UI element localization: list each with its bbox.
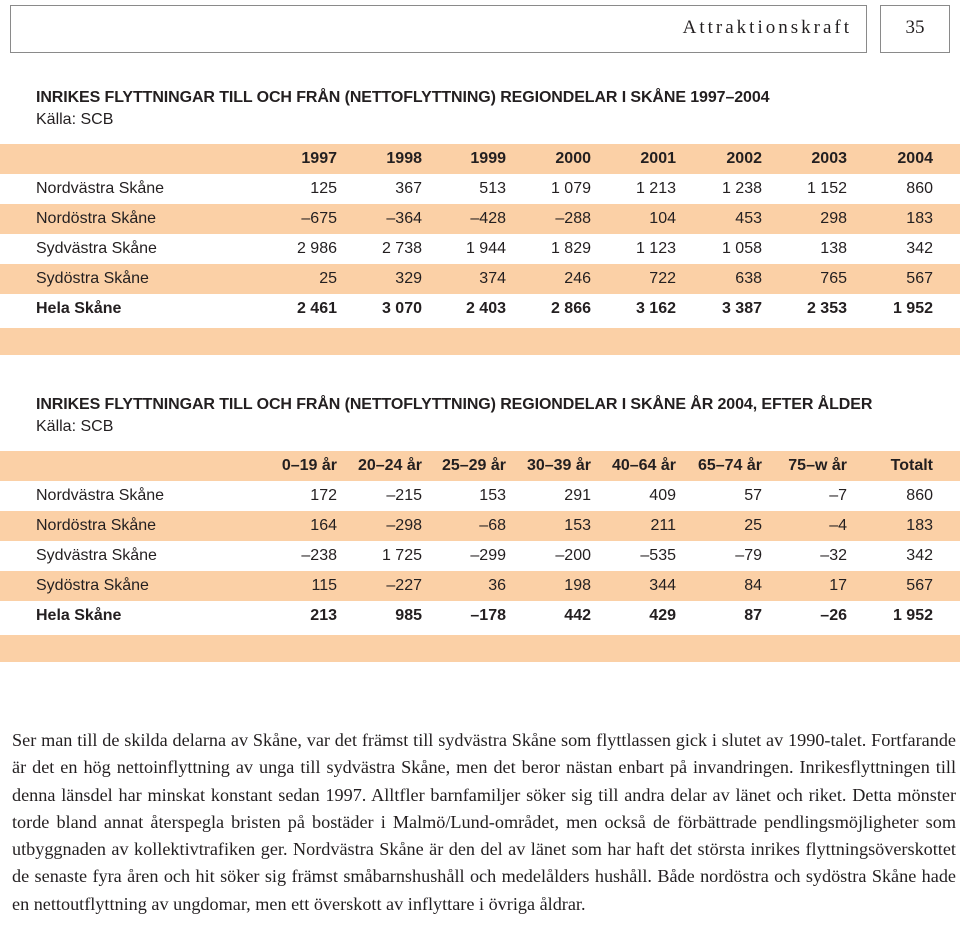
- table-cell: 367: [395, 180, 422, 197]
- column-header: 40–64 år: [611, 457, 676, 474]
- table-cell: 84: [744, 577, 762, 594]
- table-row: [0, 541, 960, 571]
- row-label: Sydvästra Skåne: [36, 240, 157, 257]
- table-cell: –215: [386, 487, 422, 504]
- table-cell: 1 058: [721, 240, 762, 257]
- table-cell: 374: [479, 270, 506, 287]
- table-cell: 1 238: [721, 180, 762, 197]
- table-cell: 213: [310, 607, 337, 624]
- table-total-row: [0, 294, 960, 324]
- table-row: [0, 234, 960, 264]
- table-cell: –227: [386, 577, 422, 594]
- column-header: Totalt: [890, 457, 933, 474]
- column-header: 2002: [726, 150, 762, 167]
- table-cell: –535: [640, 547, 676, 564]
- table-row: [0, 204, 960, 234]
- row-label: Hela Skåne: [36, 607, 122, 624]
- column-header: 25–29 år: [441, 457, 506, 474]
- column-header: 2003: [811, 150, 847, 167]
- table-cell: 567: [906, 270, 933, 287]
- table-cell: 57: [744, 487, 762, 504]
- table-cell: 198: [564, 577, 591, 594]
- row-label: Nordvästra Skåne: [36, 180, 165, 197]
- table-cell: 164: [310, 517, 337, 534]
- table1-title: INRIKES FLYTTNINGAR TILL OCH FRÅN (NETTOFLYTTNING) REGIONDELAR I SKÅNE 1997–2004: [36, 89, 770, 106]
- table-cell: 138: [820, 240, 847, 257]
- table-cell: 1 123: [635, 240, 676, 257]
- column-header: 1998: [386, 150, 422, 167]
- table-cell: 183: [906, 210, 933, 227]
- table-cell: 2 403: [465, 300, 506, 317]
- table-cell: 329: [395, 270, 422, 287]
- column-header: 0–19 år: [281, 457, 337, 474]
- table-row: [0, 511, 960, 541]
- table-cell: 1 952: [892, 300, 933, 317]
- table-cell: 87: [744, 607, 762, 624]
- table-cell: 183: [906, 517, 933, 534]
- table-cell: 342: [906, 240, 933, 257]
- table-cell: –675: [301, 210, 337, 227]
- table-cell: 1 152: [806, 180, 847, 197]
- table-cell: 2 986: [296, 240, 337, 257]
- table-footer-band: [0, 635, 960, 662]
- row-label: Sydöstra Skåne: [36, 270, 149, 287]
- table-cell: 453: [735, 210, 762, 227]
- table-header-row: [0, 451, 960, 481]
- table-cell: 2 353: [806, 300, 847, 317]
- table1-source: Källa: SCB: [36, 111, 114, 128]
- table-cell: 291: [564, 487, 591, 504]
- row-label: Nordöstra Skåne: [36, 210, 157, 227]
- table-cell: –32: [820, 547, 847, 564]
- table-cell: 985: [395, 607, 422, 624]
- table-cell: 342: [906, 547, 933, 564]
- table2-source: Källa: SCB: [36, 418, 114, 435]
- table-cell: 1 944: [465, 240, 506, 257]
- row-label: Sydvästra Skåne: [36, 547, 157, 564]
- running-header-title: Attraktionskraft: [682, 17, 852, 38]
- table-cell: –288: [555, 210, 591, 227]
- table-row: [0, 264, 960, 294]
- table-cell: 298: [820, 210, 847, 227]
- running-header: [10, 5, 867, 53]
- table-cell: –7: [829, 487, 847, 504]
- row-label: Nordöstra Skåne: [36, 517, 157, 534]
- page-number: 35: [905, 17, 925, 38]
- row-label: Hela Skåne: [36, 300, 122, 317]
- column-header: 1999: [470, 150, 506, 167]
- body-paragraph: Ser man till de skilda delarna av Skåne, var det främst till sydvästra Skåne som flyttlassen gick i slutet av 1990-talet. Fortfarande är det en hög nettoinflyttning av unga till sydvästra Skåne, men det beror nästan enbart på invandringen. Inrikesflyttningen till denna länsdel har minskat konstant sedan 1997. Alltfler barnfamiljer söker sig till andra delar av länet och riket. Detta mönster torde bland annat återspegla bristen på bostäder i Malmö/Lund-området, men också de förbättrade pendlingsmöjligheter som utbyggnaden av kollektivtrafiken ger. Nordvästra Skåne är den del av länet som har haft det största inrikes flyttningsöverskottet de senaste fyra åren och hit söker sig främst småbarnshushåll och medelålders hushåll. Både nordöstra och sydöstra Skåne hade en nettoutflyttning av ungdomar, men ett överskott av inflyttare i övriga åldrar.: [12, 730, 956, 914]
- table-cell: 2 461: [296, 300, 337, 317]
- table-cell: 1 213: [635, 180, 676, 197]
- table-cell: 765: [820, 270, 847, 287]
- table-cell: 722: [649, 270, 676, 287]
- table-cell: 344: [649, 577, 676, 594]
- table-cell: 442: [564, 607, 591, 624]
- table-cell: 125: [310, 180, 337, 197]
- table-cell: 17: [829, 577, 847, 594]
- row-label: Sydöstra Skåne: [36, 577, 149, 594]
- column-header: 20–24 år: [357, 457, 422, 474]
- table-footer-band: [0, 328, 960, 355]
- table2-title: INRIKES FLYTTNINGAR TILL OCH FRÅN (NETTOFLYTTNING) REGIONDELAR I SKÅNE ÅR 2004, EFTER ÅLDER: [36, 396, 873, 413]
- table-cell: –298: [386, 517, 422, 534]
- table-cell: 25: [744, 517, 762, 534]
- table-row: [0, 571, 960, 601]
- table-cell: 104: [649, 210, 676, 227]
- table-cell: 115: [311, 577, 337, 594]
- table-cell: –26: [820, 607, 847, 624]
- table-cell: –79: [735, 547, 762, 564]
- table-cell: 3 070: [381, 300, 422, 317]
- table-cell: –428: [470, 210, 506, 227]
- table-cell: 409: [649, 487, 676, 504]
- row-label: Nordvästra Skåne: [36, 487, 165, 504]
- table-cell: –4: [829, 517, 847, 534]
- table-cell: –178: [470, 607, 506, 624]
- table-cell: 153: [564, 517, 591, 534]
- column-header: 2000: [555, 150, 591, 167]
- table-total-row: [0, 601, 960, 631]
- table-cell: 429: [649, 607, 676, 624]
- table-cell: 1 952: [892, 607, 933, 624]
- table-cell: 1 725: [381, 547, 422, 564]
- table-cell: –200: [555, 547, 591, 564]
- table-cell: 211: [650, 517, 676, 534]
- table-row: [0, 174, 960, 204]
- table-cell: 2 738: [381, 240, 422, 257]
- column-header: 2004: [897, 150, 933, 167]
- column-header: 1997: [301, 150, 337, 167]
- table-cell: –364: [386, 210, 422, 227]
- table-cell: 2 866: [550, 300, 591, 317]
- table-cell: –299: [470, 547, 506, 564]
- column-header: 30–39 år: [526, 457, 591, 474]
- page-number-box: [880, 5, 950, 53]
- table-cell: 1 829: [550, 240, 591, 257]
- table-cell: –238: [301, 547, 337, 564]
- table-cell: –68: [479, 517, 506, 534]
- table-cell: 3 387: [721, 300, 762, 317]
- table-header-row: [0, 144, 960, 174]
- table-cell: 25: [319, 270, 337, 287]
- table-cell: 172: [310, 487, 337, 504]
- table-cell: 1 079: [550, 180, 591, 197]
- table-cell: 3 162: [635, 300, 676, 317]
- column-header: 2001: [640, 150, 676, 167]
- table-cell: 153: [479, 487, 506, 504]
- table-cell: 860: [906, 180, 933, 197]
- table-cell: 513: [479, 180, 506, 197]
- column-header: 65–74 år: [697, 457, 762, 474]
- column-header: 75–w år: [788, 457, 847, 474]
- table-cell: 567: [906, 577, 933, 594]
- table-cell: 860: [906, 487, 933, 504]
- table-cell: 36: [488, 577, 506, 594]
- table-row: [0, 481, 960, 511]
- table-cell: 246: [564, 270, 591, 287]
- table-cell: 638: [735, 270, 762, 287]
